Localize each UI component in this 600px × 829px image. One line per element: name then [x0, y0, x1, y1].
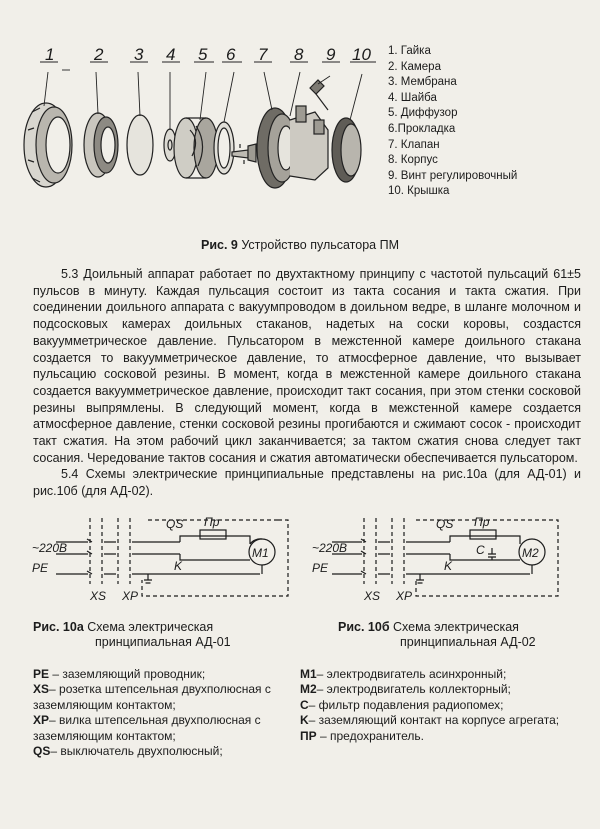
definition-text: – вилка штепсельная двухполюсная с заземляющим контактом; — [33, 713, 261, 743]
motor-label: M1 — [252, 546, 269, 560]
figure-9-caption-label: Рис. 9 — [200, 238, 238, 252]
figure-10b-caption-label: Рис. 10б — [338, 620, 390, 634]
part-chamber-drawing — [84, 113, 118, 177]
definition-item — [33, 713, 278, 744]
definition-item — [300, 682, 590, 697]
definition-term: PE — [33, 667, 50, 681]
legend-item: 5. Диффузор — [388, 107, 458, 120]
part-diffuser-drawing — [174, 118, 218, 178]
definition-text: – выключатель двухполюсный; — [50, 744, 223, 759]
legend-item: 8. Корпус — [388, 154, 438, 167]
definition-text: – электродвигатель коллекторный; — [316, 682, 511, 697]
definition-term: ПР — [300, 728, 317, 743]
k-label: K — [444, 559, 453, 573]
paragraph-5-3: 5.3 Доильный аппарат работает по двухтактному принципу с частотой пульсаций 61±5 пульсов в минуту. Каждая пульсация состоит из такта сосания и такта сжатия. При соединении доильного аппарата с вакуумпроводом в доильном ведре, в шланге молочном и подсосковых камерах доильных стаканов, надетых на соски коровы, создастся вакуумметрическое давление. Пульсатором в межстенной камере доильного стакана создается то вакуумметрическое давление, то атмосферное давление, что вызывает пульсацию сосковой резины. В момент, когда в межстенной камере доильного стакана создается вакуумметрическое давление, происходит такт сосания, при этом стенки сосковой резины выпрямлены. В следующий момент, когда в межстенной камере создается атмосферное давление, стенки сосковой резины прогибаются и сжимают сосок - происходит такт сжатия. На этом рабочий цикл заканчивается; за тактом сжатия снова следует такт сосания. Чередование тактов сосания и сжатия автоматически обеспечивается пульсатором. — [33, 267, 581, 465]
definition-text: – электродвигатель асинхронный; — [316, 667, 507, 681]
circuit-diagram-ad02 — [312, 514, 574, 604]
voltage-label: ~220В — [32, 541, 68, 555]
definition-term: M2 — [300, 682, 317, 697]
definition-text: – розетка штепсельная двухполюсная с заземляющим контактом; — [33, 682, 271, 712]
definition-text: – заземляющий проводник; — [49, 667, 206, 681]
part-number: 7 — [258, 45, 268, 64]
definition-term: K — [300, 713, 309, 728]
legend-item: 9. Винт регулировочный — [388, 169, 518, 182]
part-number: 10 — [352, 45, 371, 64]
definition-item — [300, 698, 590, 713]
xs-label: XS — [90, 589, 107, 603]
figure-10a-caption-line2: принципиальная АД-01 — [95, 635, 231, 649]
capacitor-label: C — [476, 543, 485, 557]
definition-term: QS — [33, 744, 51, 759]
definitions-left — [33, 667, 278, 759]
k-label: K — [174, 559, 183, 573]
body-text — [33, 266, 581, 500]
definition-item — [300, 667, 590, 682]
figure-10b-caption-line2: принципиальная АД-02 — [400, 635, 536, 649]
part-gasket-drawing — [214, 122, 234, 174]
qs-label: QS — [166, 517, 184, 531]
voltage-label: ~220В — [312, 541, 348, 555]
xp-label: XP — [396, 589, 413, 603]
definition-text: – предохранитель. — [316, 728, 425, 743]
part-number: 9 — [326, 45, 336, 64]
legend-item: 4. Шайба — [388, 91, 437, 104]
legend-item: 3. Мембрана — [388, 76, 457, 89]
definition-item — [300, 713, 590, 728]
legend-item: 6.Прокладка — [388, 122, 456, 135]
part-number: 2 — [94, 45, 104, 64]
xs-label: XS — [364, 589, 381, 603]
definition-item — [33, 744, 278, 759]
part-membrane-drawing — [127, 115, 153, 175]
legend-item: 2. Камера — [388, 60, 441, 73]
pe-label: PE — [312, 561, 329, 575]
definition-term: C — [300, 697, 309, 712]
legend-item: 1. Гайка — [388, 45, 431, 57]
part-number: 3 — [134, 45, 144, 64]
pulsator-exploded-drawing — [10, 40, 390, 230]
definition-term: XS — [33, 682, 50, 697]
xp-label: XP — [122, 589, 139, 603]
definition-item — [300, 729, 590, 744]
qs-label: QS — [436, 517, 454, 531]
part-cover-drawing — [332, 118, 361, 182]
definition-text: – фильтр подавления радиопомех; — [308, 697, 504, 712]
legend-item: 7. Клапан — [388, 138, 440, 151]
part-nut-drawing — [24, 103, 72, 187]
figure-9-caption — [0, 238, 600, 252]
part-valve-drawing — [232, 144, 256, 164]
circuit-diagram-ad01 — [30, 514, 292, 604]
figure-10a-caption-label: Рис. 10а — [33, 620, 84, 634]
definitions-right — [300, 667, 590, 744]
figure-10b-caption — [338, 620, 578, 650]
paragraph-5-4: 5.4 Схемы электрические принципиальные представлены на рис.10а (для АД-01) и рис.10б (для АД-02). — [33, 467, 581, 499]
definition-text: – заземляющий контакт на корпусе агрегата; — [308, 713, 560, 728]
definition-item — [33, 667, 278, 682]
figure-10a-caption — [33, 620, 273, 650]
figure-10a-caption-line1: Схема электрическая — [83, 620, 214, 634]
figure-9-caption-text: Устройство пульсатора ПМ — [237, 238, 399, 252]
legend-item: 10. Крышка — [388, 185, 450, 198]
part-adjusting-screw-drawing — [310, 80, 328, 110]
figure-10b-caption-line1: Схема электрическая — [389, 620, 519, 634]
part-number: 5 — [198, 45, 208, 64]
fuse-label: Пр — [474, 515, 490, 529]
definition-term: XP — [33, 713, 50, 728]
part-number: 8 — [294, 45, 304, 64]
motor-label: M2 — [522, 546, 539, 560]
definition-term: M1 — [300, 667, 317, 681]
definition-item — [33, 682, 278, 713]
pe-label: PE — [32, 561, 49, 575]
fuse-label: Пр — [204, 515, 220, 529]
part-body-drawing — [257, 106, 328, 188]
part-number: 4 — [166, 45, 176, 64]
part-number: 1 — [45, 45, 55, 64]
part-number: 6 — [226, 45, 236, 64]
parts-legend — [388, 44, 517, 200]
